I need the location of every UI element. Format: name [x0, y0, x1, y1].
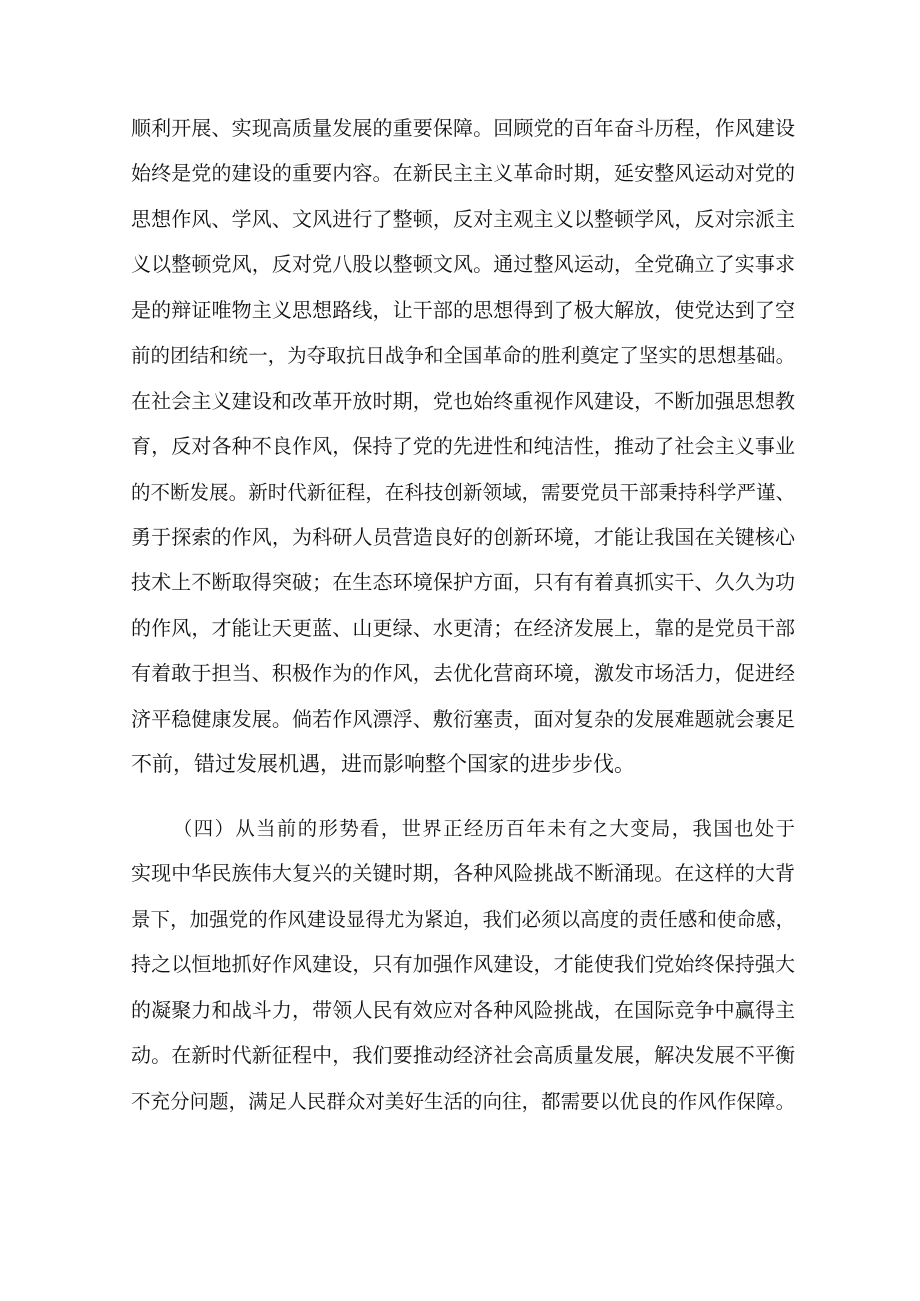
- text-line: 的作风，才能让天更蓝、山更绿、水更清；在经济发展上，靠的是党员干部: [131, 615, 795, 640]
- text-line: 实现中华民族伟大复兴的关键时期，各种风险挑战不断涌现。在这样的大背: [131, 861, 795, 886]
- text-line: 持之以恒地抓好作风建设，只有加强作风建设，才能使我们党始终保持强大: [131, 952, 795, 977]
- text-line: （四）从当前的形势看，世界正经历百年未有之大变局，我国也处于: [173, 817, 795, 840]
- text-line: 有着敢于担当、积极作为的作风，去优化营商环境，激发市场活力，促进经: [131, 661, 795, 686]
- text-line: 动。在新时代新征程中，我们要推动经济社会高质量发展，解决发展不平衡: [131, 1043, 795, 1068]
- text-line: 不前，错过发展机遇，进而影响整个国家的进步步伐。: [131, 752, 635, 777]
- text-line: 在社会主义建设和改革开放时期，党也始终重视作风建设，不断加强思想教: [131, 388, 795, 413]
- text-line: 义以整顿党风，反对党八股以整顿文风。通过整风运动，全党确立了实事求: [131, 252, 795, 277]
- text-line: 前的团结和统一，为夺取抗日战争和全国革命的胜利奠定了坚实的思想基础。: [131, 344, 795, 368]
- paragraph-1: [131, 106, 795, 788]
- text-line: 勇于探索的作风，为科研人员营造良好的创新环境，才能让我国在关键核心: [131, 524, 795, 549]
- text-line: 思想作风、学风、文风进行了整顿，反对主观主义以整顿学风，反对宗派主: [131, 206, 795, 231]
- text-line: 育，反对各种不良作风，保持了党的先进性和纯洁性，推动了社会主义事业: [131, 434, 795, 459]
- text-line: 不充分问题，满足人民群众对美好生活的向往，都需要以优良的作风作保障。: [131, 1089, 795, 1113]
- text-line: 的不断发展。新时代新征程，在科技创新领域，需要党员干部秉持科学严谨、: [131, 480, 795, 504]
- paragraph-2: [131, 806, 795, 1124]
- text-line: 济平稳健康发展。倘若作风漂浮、敷衍塞责，面对复杂的发展难题就会裹足: [131, 706, 795, 731]
- text-line: 技术上不断取得突破；在生态环境保护方面，只有有着真抓实干、久久为功: [131, 570, 795, 595]
- text-line: 的凝聚力和战斗力，带领人民有效应对各种风险挑战，在国际竞争中赢得主: [131, 997, 795, 1022]
- text-line: 是的辩证唯物主义思想路线，让干部的思想得到了极大解放，使党达到了空: [131, 297, 795, 322]
- text-line: 顺利开展、实现高质量发展的重要保障。回顾党的百年奋斗历程，作风建设: [131, 116, 795, 140]
- text-line: 景下，加强党的作风建设显得尤为紧迫，我们必须以高度的责任感和使命感，: [131, 907, 795, 931]
- text-line: 始终是党的建设的重要内容。在新民主主义革命时期，延安整风运动对党的: [131, 161, 795, 186]
